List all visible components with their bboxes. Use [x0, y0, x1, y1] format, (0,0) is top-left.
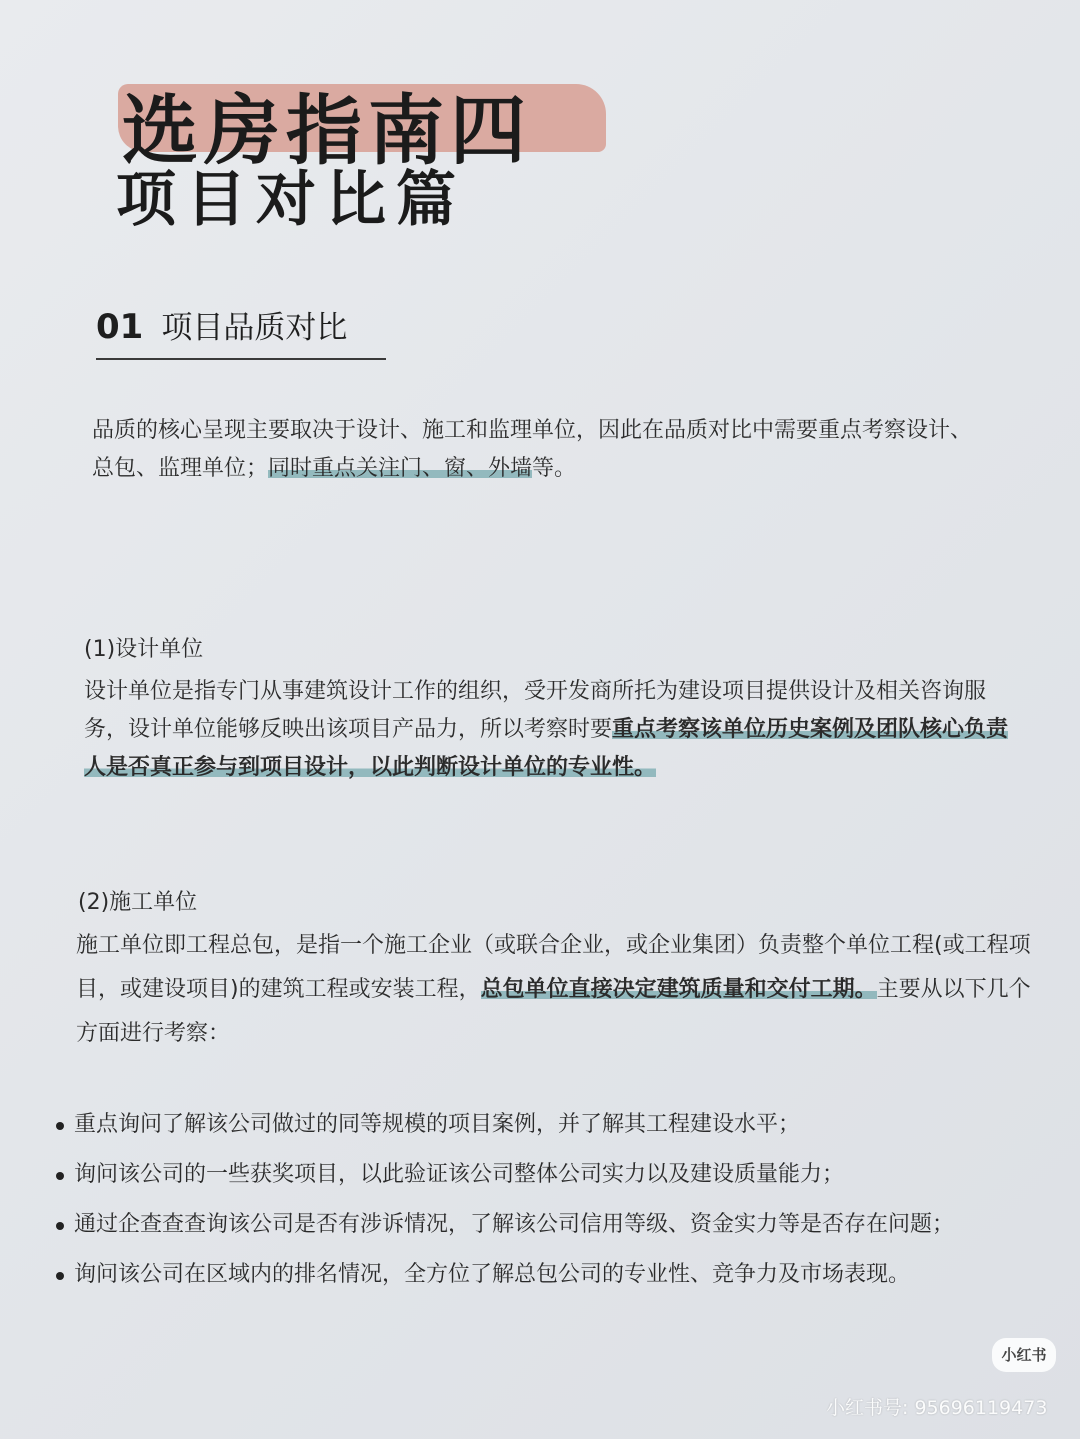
page-title: 选房指南四: [122, 86, 532, 175]
intro-text: 品质的核心呈现主要取决于设计、施工和监理单位，因此在品质对比中需要重点考察设计、总包、监理单位；: [92, 418, 973, 481]
design-paragraph: [84, 673, 1014, 787]
watermark-badge: 小红书: [992, 1338, 1056, 1372]
construction-highlight: 总包单位直接决定建筑质量和交付工期。: [480, 977, 877, 1002]
list-item: 重点询问了解该公司做过的同等规模的项目案例，并了解其工程建设水平；: [56, 1100, 1056, 1150]
design-highlight: 重点考察该单位历史案例及团队核心负责人是否真正参与到项目设计，以此判断设计单位的专业性。: [84, 717, 1009, 780]
construction-text: 施工单位即工程总包，是指一个施工企业（或联合企业，或企业集团）负责整个单位工程(或工程项目，或建设项目)的建筑工程或安装工程，: [76, 933, 1031, 1002]
design-heading: (1)设计单位: [84, 637, 204, 662]
construction-text-end: 主要从以下几个方面进行考察：: [76, 977, 1031, 1046]
page-subtitle: 项目对比篇: [116, 165, 466, 235]
list-item: 通过企查查查询该公司是否有涉诉情况，了解该公司信用等级、资金实力等是否存在问题；: [56, 1200, 1056, 1250]
construction-heading: (2)施工单位: [78, 890, 198, 915]
intro-text-end: 等。: [532, 456, 577, 481]
list-item: 询问该公司在区域内的排名情况，全方位了解总包公司的专业性、竞争力及市场表现。: [56, 1250, 1056, 1300]
section-heading: [96, 302, 386, 360]
intro-paragraph: [92, 412, 992, 488]
list-item: 询问该公司的一些获奖项目，以此验证该公司整体公司实力以及建设质量能力；: [56, 1150, 1056, 1200]
watermark-text: 小红书号: 95696119473: [826, 1397, 1048, 1419]
intro-highlight: 同时重点关注门、窗、外墙: [268, 456, 533, 481]
bullet-list: [56, 1100, 1056, 1300]
section-title: 项目品质对比: [161, 310, 348, 346]
section-number: 01: [96, 307, 144, 347]
construction-paragraph: [76, 924, 1031, 1056]
design-text: 设计单位是指专门从事建筑设计工作的组织，受开发商所托为建设项目提供设计及相关咨询服务，设计单位能够反映出该项目产品力，所以考察时要: [84, 679, 987, 742]
